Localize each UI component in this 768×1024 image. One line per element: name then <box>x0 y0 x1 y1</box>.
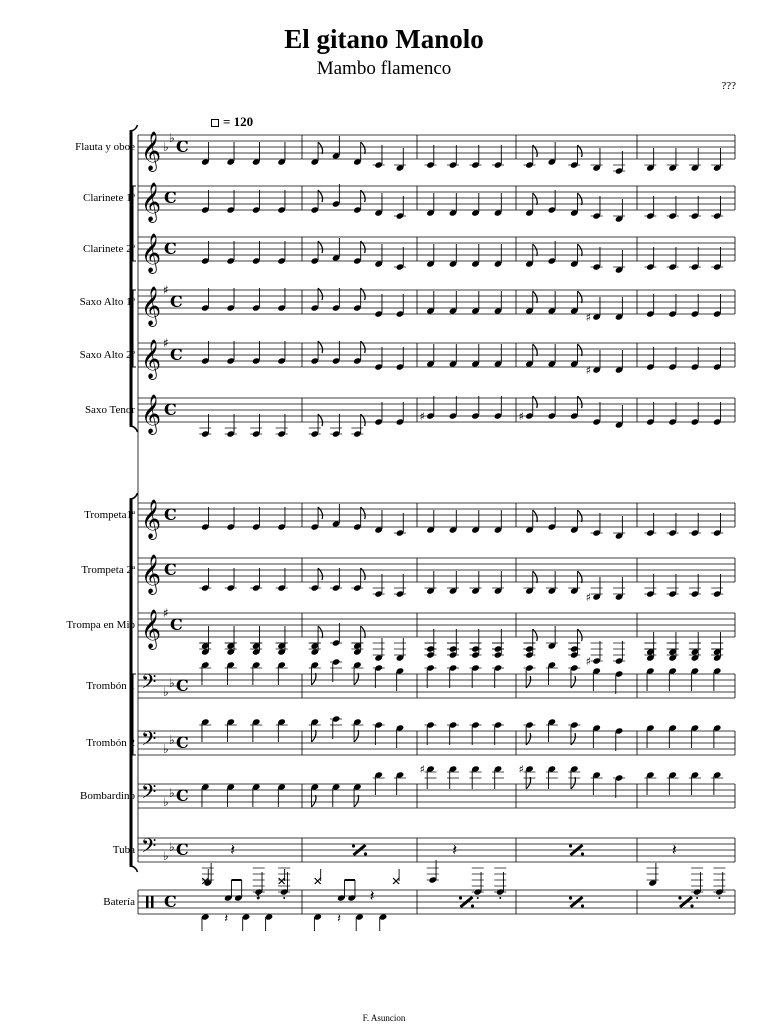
common-time-signature: C <box>176 676 189 695</box>
sharp-accidental: ♯ <box>518 410 524 423</box>
eighth-flag <box>578 193 583 205</box>
staff-11 <box>138 763 735 809</box>
measure-repeat-dot <box>581 904 584 907</box>
percussion-clef-icon <box>151 896 154 908</box>
staccato-dot <box>283 897 285 899</box>
eighth-flag <box>311 673 316 685</box>
treble-clef-icon: 𝄞 <box>141 286 162 326</box>
quarter-rest-icon: 𝄽 <box>671 840 677 859</box>
key-signature-accidental: ♯ <box>163 336 169 350</box>
common-time-signature: C <box>164 188 177 207</box>
sharp-accidental: ♯ <box>419 410 425 423</box>
eighth-flag <box>578 344 583 356</box>
group-bracket-hook <box>130 426 138 432</box>
eighth-flag <box>533 244 538 256</box>
system-brackets <box>130 125 139 914</box>
eighth-flag <box>578 244 583 256</box>
staff-12 <box>138 834 735 899</box>
eighth-flag <box>361 142 366 154</box>
instrument-label: Trompeta 2ª <box>81 564 135 576</box>
treble-clef-icon: 𝄞 <box>141 394 162 434</box>
staff-4 <box>138 336 735 380</box>
quarter-rest-icon: 𝄽 <box>337 911 341 925</box>
common-time-signature: C <box>164 505 177 524</box>
instrument-label: Clarinete 2º <box>83 243 135 255</box>
eighth-flag <box>571 777 576 789</box>
treble-clef-icon: 𝄞 <box>141 131 162 171</box>
sharp-accidental: ♯ <box>585 364 591 377</box>
eighth-flag <box>578 571 583 583</box>
staff-8 <box>138 606 735 668</box>
eighth-flag <box>533 571 538 583</box>
bass-clef-icon: 𝄢 <box>141 780 157 808</box>
sharp-accidental: ♯ <box>585 311 591 324</box>
group-square-bracket <box>133 290 136 367</box>
score-title: El gitano Manolo <box>284 24 484 54</box>
eighth-flag <box>533 291 538 303</box>
quarter-rest-icon: 𝄽 <box>230 840 236 859</box>
staff-5 <box>138 394 735 438</box>
eighth-flag <box>311 730 316 742</box>
staccato-dot <box>718 897 720 899</box>
staff-1 <box>138 182 735 223</box>
treble-clef-icon: 𝄞 <box>141 182 162 222</box>
quarter-rest-icon: 𝄽 <box>255 886 261 905</box>
treble-clef-icon: 𝄞 <box>141 554 162 594</box>
eighth-flag <box>526 777 531 789</box>
key-signature-accidental: ♭ <box>169 733 175 747</box>
eighth-flag <box>578 510 583 522</box>
sharp-accidental: ♯ <box>585 591 591 604</box>
staff-2 <box>138 233 735 274</box>
eighth-flag <box>354 795 359 807</box>
eighth-flag <box>311 795 316 807</box>
common-time-signature: C <box>170 292 183 311</box>
eighth-flag <box>533 193 538 205</box>
score-subtitle: Mambo flamenco <box>316 58 452 79</box>
sharp-accidental: ♯ <box>419 763 425 776</box>
instrument-label: Trombón 2 <box>86 737 135 749</box>
key-signature-accidental: ♭ <box>163 742 169 756</box>
common-time-signature: C <box>164 560 177 579</box>
instrument-label: Bombardino <box>80 790 135 802</box>
tempo-value: = 120 <box>223 114 254 129</box>
measure-repeat-dot <box>459 896 462 899</box>
common-time-signature: C <box>164 239 177 258</box>
instrument-label: Flauta y oboe <box>75 141 135 153</box>
common-time-signature: C <box>170 615 183 634</box>
bass-clef-icon: 𝄢 <box>141 670 157 698</box>
staccato-dot <box>499 897 501 899</box>
treble-clef-icon: 𝄞 <box>141 499 162 539</box>
instrument-label: Saxo Alto 2º <box>79 349 135 361</box>
common-time-signature: C <box>164 892 177 911</box>
key-signature-accidental: ♭ <box>163 140 169 154</box>
instrument-label: Batería <box>103 896 135 908</box>
common-time-signature: C <box>176 733 189 752</box>
group-bracket-hook <box>130 493 138 499</box>
staff-3 <box>138 283 735 327</box>
treble-clef-icon: 𝄞 <box>141 233 162 273</box>
key-signature-accidental: ♭ <box>169 131 175 145</box>
common-time-signature: C <box>176 840 189 859</box>
key-signature-accidental: ♭ <box>163 685 169 699</box>
staccato-dot <box>477 897 479 899</box>
eighth-flag <box>318 142 323 154</box>
key-signature-accidental: ♭ <box>169 786 175 800</box>
eighth-flag <box>354 673 359 685</box>
quarter-rest-icon: 𝄽 <box>369 886 375 905</box>
bass-clef-icon: 𝄢 <box>141 834 157 862</box>
instrument-label: Saxo Tenor <box>84 404 135 416</box>
common-time-signature: C <box>164 400 177 419</box>
group-square-bracket <box>133 674 136 755</box>
key-signature-accidental: ♭ <box>163 795 169 809</box>
measure-repeat-dot <box>569 896 572 899</box>
measure-repeat-dot <box>581 852 584 855</box>
staff-0 <box>138 131 735 175</box>
treble-clef-icon: 𝄞 <box>141 339 162 379</box>
staff-9 <box>138 658 735 699</box>
measure-repeat-dot <box>364 852 367 855</box>
key-signature-accidental: ♯ <box>163 283 169 297</box>
composer-credit: ??? <box>721 80 736 92</box>
quarter-rest-icon: 𝄽 <box>452 840 458 859</box>
instrument-label: Trompa en Mib <box>66 619 135 631</box>
staff-6 <box>138 499 735 540</box>
eighth-flag <box>533 344 538 356</box>
instrument-label: Saxo Alto 1º <box>79 296 135 308</box>
group-bracket-hook <box>130 866 138 872</box>
staff-10 <box>138 715 735 756</box>
key-signature-accidental: ♭ <box>169 840 175 854</box>
common-time-signature: C <box>176 786 189 805</box>
instrument-label: Tuba <box>112 844 135 856</box>
eighth-flag <box>354 730 359 742</box>
bass-clef-icon: 𝄢 <box>141 727 157 755</box>
treble-clef-icon: 𝄞 <box>141 609 162 649</box>
common-time-signature: C <box>176 137 189 156</box>
percussion-clef-icon <box>146 896 149 908</box>
sharp-accidental: ♯ <box>585 655 591 668</box>
staff-13 <box>138 869 735 931</box>
quarter-rest-icon: 𝄽 <box>224 911 229 925</box>
instrument-label: Clarinete 1º <box>83 192 135 204</box>
eighth-flag <box>578 291 583 303</box>
staff-7 <box>138 554 735 604</box>
measure-repeat-dot <box>569 844 572 847</box>
measure-repeat-dot <box>352 844 355 847</box>
group-square-bracket <box>133 186 136 261</box>
key-signature-accidental: ♭ <box>163 849 169 863</box>
eighth-flag <box>361 626 366 638</box>
staccato-dot <box>696 897 698 899</box>
measure-repeat-dot <box>690 904 693 907</box>
measure-repeat-dot <box>471 904 474 907</box>
arranger-credit: F. Asuncion <box>362 1013 406 1023</box>
eighth-flag <box>533 510 538 522</box>
key-signature-accidental: ♯ <box>163 606 169 620</box>
instrument-label: Trombón 1 <box>86 680 135 692</box>
common-time-signature: C <box>170 345 183 364</box>
instrument-label: Trompeta1ª <box>84 509 135 521</box>
eighth-flag <box>318 626 323 638</box>
sharp-accidental: ♯ <box>518 763 524 776</box>
group-bracket-hook <box>130 125 138 131</box>
key-signature-accidental: ♭ <box>169 676 175 690</box>
measure-repeat-dot <box>678 896 681 899</box>
